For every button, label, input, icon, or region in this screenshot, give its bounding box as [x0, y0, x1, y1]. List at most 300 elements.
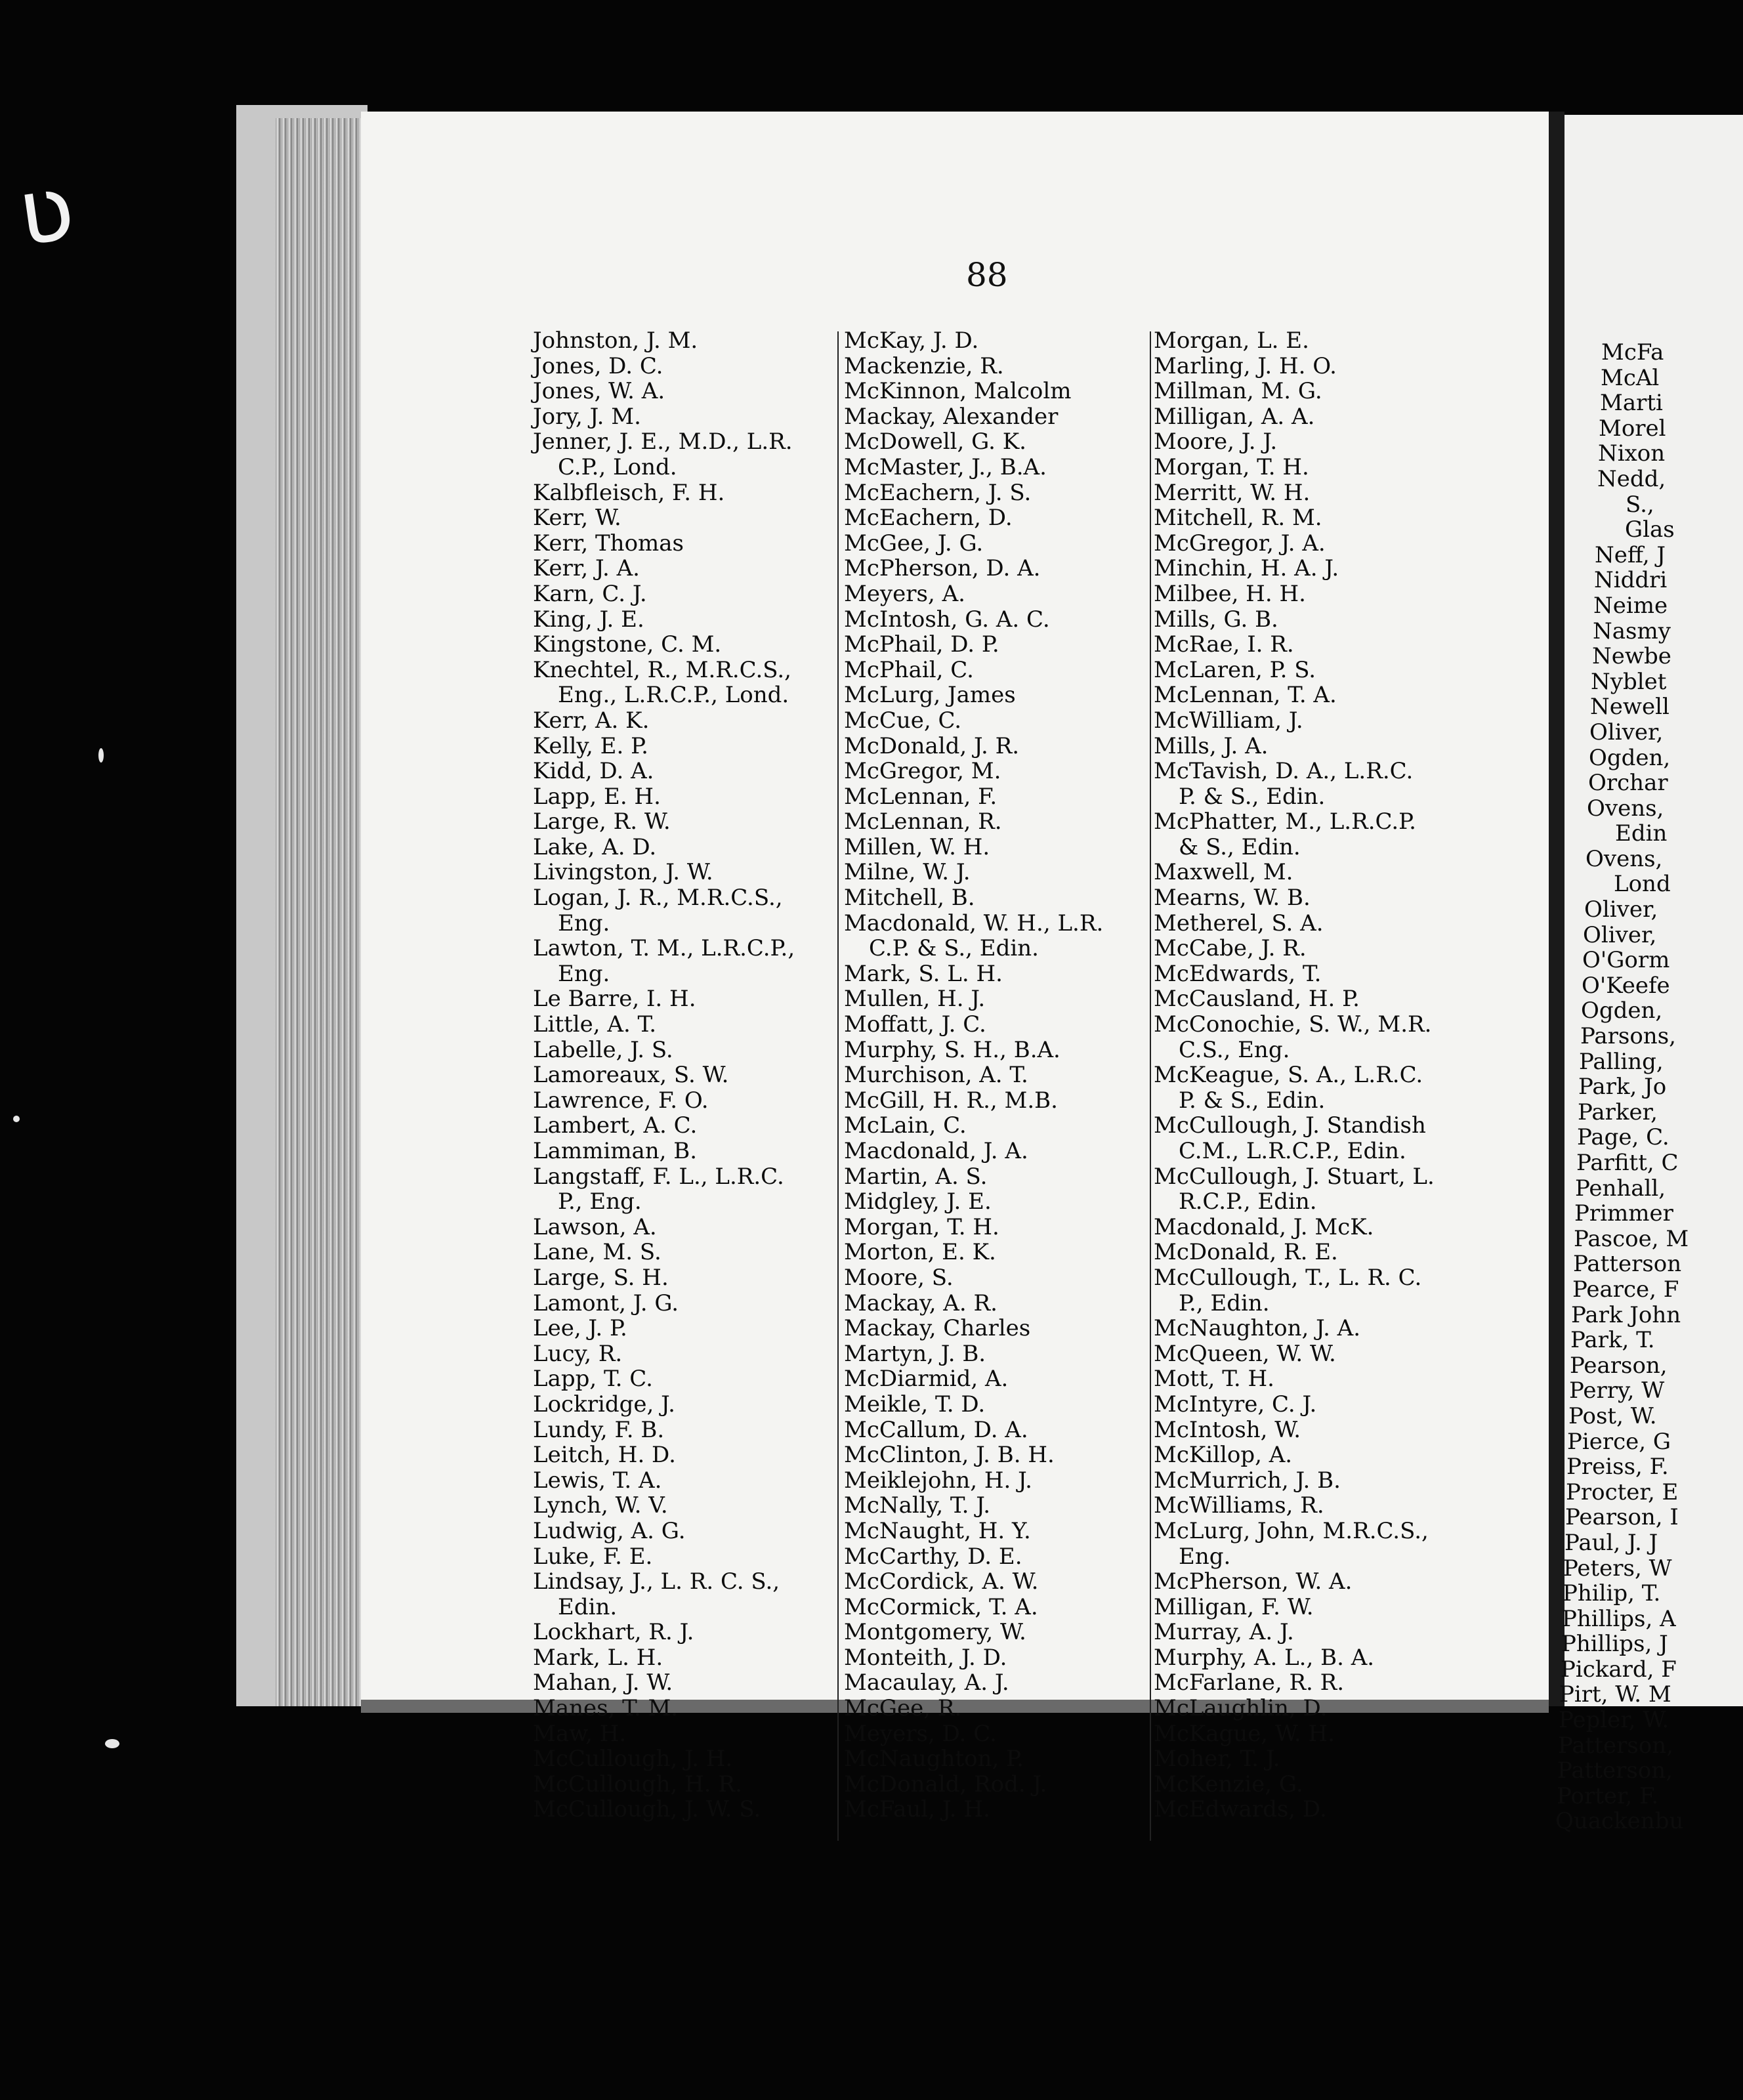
directory-entry: [844, 404, 1152, 430]
entry-name: Moore, J. J.: [1154, 429, 1278, 455]
entry-name: Milligan, A. A.: [1154, 403, 1315, 430]
right-page-entry: Pearson, I: [1565, 1504, 1679, 1531]
directory-entry: [844, 1772, 1152, 1797]
directory-entry: [844, 1746, 1152, 1772]
entry-name: McGill, H. R., M.B.: [844, 1087, 1058, 1114]
entry-name: Jory, J. M.: [533, 403, 641, 430]
entry-name: Lamoreaux, S. W.: [533, 1062, 729, 1089]
directory-entry: [1154, 404, 1469, 430]
directory-entry: [844, 835, 1152, 860]
directory-entry: [1154, 531, 1469, 556]
directory-entry: [533, 1291, 835, 1316]
directory-entry: [844, 1797, 1152, 1822]
directory-entry: [533, 1797, 835, 1822]
entry-name: Macaulay, A. J.: [844, 1670, 1009, 1696]
entry-name: McCallum, D. A.: [844, 1416, 1028, 1443]
right-page-entry: Ovens,: [1587, 795, 1664, 822]
entry-continuation: R.C.P., Edin.: [1179, 1188, 1317, 1215]
right-page-entry: Pickard, F: [1561, 1656, 1677, 1683]
directory-entry: [533, 429, 835, 480]
directory-entry: [844, 986, 1152, 1012]
entry-name: Morgan, T. H.: [1154, 453, 1309, 480]
entry-name: McPherson, W. A.: [1154, 1568, 1353, 1595]
entry-name: Macdonald, W. H., L.R.: [844, 910, 1104, 936]
directory-entry: [533, 1670, 835, 1696]
entry-name: Le Barre, I. H.: [533, 986, 696, 1013]
directory-entry: [844, 734, 1152, 759]
entry-name: Lawson, A.: [533, 1213, 657, 1240]
directory-entry: [844, 1721, 1152, 1747]
entry-name: McNaughton, P.: [844, 1746, 1024, 1773]
entry-name: McCausland, H. P.: [1154, 986, 1360, 1013]
directory-entry: [1154, 1772, 1469, 1797]
right-page-entry: Parsons,: [1580, 1023, 1676, 1050]
name-column-1: [533, 328, 835, 1822]
right-page-entry: Ovens,: [1586, 845, 1663, 872]
entry-continuation: C.P., Lond.: [558, 453, 677, 480]
directory-entry: [533, 581, 835, 607]
entry-name: McCullough, J. Standish: [1154, 1112, 1426, 1139]
entry-name: McKague, W. H.: [1154, 1720, 1335, 1747]
directory-entry: [844, 1062, 1152, 1088]
right-page-entry: Nyblet: [1591, 668, 1667, 695]
directory-entry: [844, 784, 1152, 810]
right-page-entry: McAl: [1601, 364, 1660, 391]
entry-name: McEdwards, D.: [1154, 1796, 1327, 1823]
directory-entry: [844, 1012, 1152, 1038]
entry-name: McDiarmid, A.: [844, 1366, 1009, 1393]
right-page-entry: Phillips, J: [1561, 1631, 1668, 1658]
directory-entry: [844, 1645, 1152, 1671]
directory-entry: [844, 1316, 1152, 1341]
right-page-entry: Primmer: [1574, 1200, 1673, 1227]
entry-name: McCullough, J. H.: [533, 1746, 733, 1773]
entry-name: McLaughlin, D.: [1154, 1695, 1328, 1722]
entry-name: Macdonald, J. McK.: [1154, 1213, 1374, 1240]
entry-name: McDonald, Rod. J.: [844, 1771, 1047, 1797]
entry-name: King, J. E.: [533, 606, 644, 633]
directory-entry: [533, 1772, 835, 1797]
entry-name: Millen, W. H.: [844, 833, 990, 860]
directory-entry: [533, 835, 835, 860]
entry-name: Meiklejohn, H. J.: [844, 1467, 1032, 1494]
entry-name: McNaughton, J. A.: [1154, 1315, 1361, 1342]
entry-name: Manes, T. M.: [533, 1695, 679, 1722]
directory-entry: [1154, 607, 1469, 633]
entry-continuation: P., Eng.: [558, 1188, 642, 1215]
entry-name: Mitchell, R. M.: [1154, 505, 1322, 532]
entry-name: Karn, C. J.: [533, 580, 647, 607]
directory-entry: [1154, 1215, 1469, 1240]
book-gutter: [1549, 112, 1564, 1706]
entry-name: Martyn, J. B.: [844, 1340, 986, 1367]
directory-entry: [1154, 961, 1469, 987]
directory-entry: [533, 1113, 835, 1139]
right-page-entry: O'Gorm: [1582, 947, 1670, 974]
entry-name: McFaul, J. H.: [844, 1796, 990, 1823]
directory-entry: [844, 860, 1152, 885]
entry-name: McMurrich, J. B.: [1154, 1467, 1341, 1494]
directory-entry: [533, 1746, 835, 1772]
directory-entry: [1154, 708, 1469, 734]
right-page-entry: Philip, T.: [1563, 1580, 1661, 1607]
entry-name: Large, S. H.: [533, 1264, 669, 1291]
film-speck: [105, 1739, 119, 1748]
entry-continuation: Eng.: [1179, 1543, 1231, 1570]
directory-entry: [533, 1341, 835, 1367]
directory-entry: [533, 1012, 835, 1038]
entry-name: Labelle, J. S.: [533, 1036, 673, 1063]
right-page-entry: Pearce, F: [1572, 1276, 1679, 1303]
entry-name: Langstaff, F. L., L.R.C.: [533, 1163, 784, 1190]
directory-entry: [533, 379, 835, 404]
right-page-entry: Pascoe, M: [1574, 1225, 1689, 1252]
directory-entry: [533, 1139, 835, 1164]
directory-entry: [844, 581, 1152, 607]
right-page-entry: Phillips, A: [1562, 1605, 1676, 1632]
directory-entry: [844, 885, 1152, 911]
entry-name: McNaught, H. Y.: [844, 1517, 1031, 1544]
right-page-entry: Park John: [1571, 1301, 1681, 1328]
directory-entry: [533, 1569, 835, 1620]
entry-name: McRae, I. R.: [1154, 631, 1294, 658]
directory-entry: [1154, 860, 1469, 885]
entry-name: Moore, S.: [844, 1264, 954, 1291]
directory-entry: [844, 379, 1152, 404]
directory-entry: [1154, 759, 1469, 809]
entry-name: McIntosh, W.: [1154, 1416, 1301, 1443]
directory-entry: [533, 1316, 835, 1341]
directory-entry: [533, 354, 835, 379]
entry-name: McNally, T. J.: [844, 1492, 991, 1519]
entry-name: Milligan, F. W.: [1154, 1593, 1314, 1620]
entry-name: Monteith, J. D.: [844, 1644, 1007, 1671]
directory-entry: [1154, 1062, 1469, 1113]
right-page-entry: Quackenbu: [1555, 1808, 1684, 1835]
right-page-entry: Newell: [1590, 694, 1670, 721]
right-page-entry: Ogden,: [1581, 998, 1663, 1024]
directory-entry: [844, 1418, 1152, 1443]
directory-entry: [844, 328, 1152, 354]
entry-name: Mahan, J. W.: [533, 1670, 673, 1696]
entry-name: Mackay, Charles: [844, 1315, 1031, 1342]
directory-entry: [844, 682, 1152, 708]
entry-name: Moher, T. J.: [1154, 1746, 1280, 1773]
entry-name: Kerr, W.: [533, 505, 621, 532]
directory-entry: [1154, 1240, 1469, 1265]
directory-entry: [844, 1544, 1152, 1570]
page-edges: [276, 118, 368, 1706]
entry-name: Mackenzie, R.: [844, 352, 1004, 379]
entry-name: Merritt, W. H.: [1154, 479, 1311, 506]
directory-entry: [1154, 734, 1469, 759]
directory-entry: [1154, 1569, 1469, 1595]
entry-name: Marling, J. H. O.: [1154, 352, 1337, 379]
entry-name: McIntyre, C. J.: [1154, 1391, 1317, 1418]
directory-entry: [844, 531, 1152, 556]
entry-name: Mackay, Alexander: [844, 403, 1059, 430]
directory-entry: [1154, 1595, 1469, 1620]
directory-entry: [533, 480, 835, 506]
name-column-2: [844, 328, 1152, 1822]
directory-entry: [844, 1291, 1152, 1316]
film-speck: [98, 748, 104, 763]
directory-entry: [533, 1493, 835, 1519]
entry-name: Martin, A. S.: [844, 1163, 988, 1190]
entry-name: Jones, W. A.: [533, 378, 665, 405]
directory-entry: [844, 708, 1152, 734]
directory-entry: [533, 1240, 835, 1265]
entry-name: Midgley, J. E.: [844, 1188, 992, 1215]
directory-entry: [533, 632, 835, 658]
entry-name: Kingstone, C. M.: [533, 631, 722, 658]
right-page-entry: Procter, E: [1566, 1479, 1679, 1505]
directory-entry: [1154, 658, 1469, 683]
entry-name: Maw, H.: [533, 1720, 627, 1747]
directory-entry: [1154, 505, 1469, 531]
entry-name: Jenner, J. E., M.D., L.R.: [533, 429, 793, 455]
right-page-entry: Park, T.: [1570, 1327, 1655, 1354]
entry-name: McTavish, D. A., L.R.C.: [1154, 758, 1414, 785]
directory-entry: [1154, 885, 1469, 911]
entry-continuation: C.P. & S., Edin.: [869, 935, 1039, 962]
entry-name: McDowell, G. K.: [844, 429, 1026, 455]
directory-entry: [1154, 1493, 1469, 1519]
entry-name: McDonald, R. E.: [1154, 1239, 1338, 1266]
directory-entry: [1154, 1746, 1469, 1772]
entry-name: Knechtel, R., M.R.C.S.,: [533, 656, 791, 683]
directory-entry: [1154, 1316, 1469, 1341]
name-column-3: [1154, 328, 1469, 1822]
directory-entry: [1154, 1620, 1469, 1645]
entry-name: Lawton, T. M., L.R.C.P.,: [533, 935, 795, 962]
directory-entry: [533, 1088, 835, 1114]
film-speck: [13, 1116, 20, 1122]
directory-entry: [844, 1620, 1152, 1645]
entry-name: Morton, E. K.: [844, 1239, 996, 1266]
right-page-entry: Parfitt, C: [1576, 1150, 1679, 1176]
directory-entry: [1154, 1696, 1469, 1721]
entry-name: McEachern, J. S.: [844, 479, 1032, 506]
directory-entry: [1154, 1721, 1469, 1747]
directory-entry: [533, 505, 835, 531]
directory-entry: [844, 1392, 1152, 1418]
directory-entry: [844, 961, 1152, 987]
entry-continuation: P. & S., Edin.: [1179, 1087, 1326, 1114]
directory-entry: [844, 1468, 1152, 1494]
entry-name: McEachern, D.: [844, 505, 1013, 532]
right-page-entry: Post, W.: [1568, 1402, 1657, 1429]
directory-entry: [844, 1696, 1152, 1721]
entry-name: McPherson, D. A.: [844, 555, 1041, 582]
entry-name: Livingston, J. W.: [533, 859, 713, 886]
directory-entry: [1154, 455, 1469, 480]
directory-entry: [533, 1265, 835, 1291]
right-page-entry: Neff, J: [1595, 541, 1666, 568]
directory-entry: [1154, 1341, 1469, 1367]
entry-continuation: Edin.: [558, 1593, 618, 1620]
directory-entry: [844, 632, 1152, 658]
directory-entry: [1154, 1265, 1469, 1316]
entry-continuation: P. & S., Edin.: [1179, 783, 1326, 810]
directory-entry: [533, 1062, 835, 1088]
entry-name: Lundy, F. B.: [533, 1416, 665, 1443]
entry-name: McWilliam, J.: [1154, 707, 1303, 734]
right-page-entry: Lond: [1614, 871, 1671, 898]
directory-entry: [533, 1418, 835, 1443]
right-page-entry: Glas: [1625, 516, 1675, 543]
right-page-entry: Patterson,: [1558, 1732, 1673, 1759]
directory-entry: [533, 1038, 835, 1063]
entry-name: Lapp, E. H.: [533, 783, 661, 810]
entry-name: McLurg, James: [844, 682, 1016, 709]
entry-name: Moffatt, J. C.: [844, 1011, 986, 1038]
directory-entry: [1154, 911, 1469, 936]
entry-name: Lucy, R.: [533, 1340, 623, 1367]
entry-name: McDonald, J. R.: [844, 732, 1020, 759]
right-page-entry: Peters, W: [1563, 1555, 1672, 1582]
entry-name: Lee, J. P.: [533, 1315, 627, 1342]
entry-continuation: Eng., L.R.C.P., Lond.: [558, 682, 789, 709]
entry-name: McKeague, S. A., L.R.C.: [1154, 1062, 1423, 1089]
right-page-entry: Morel: [1599, 415, 1666, 442]
entry-name: Kalbfleisch, F. H.: [533, 479, 725, 506]
entry-name: McKillop, A.: [1154, 1442, 1293, 1469]
directory-entry: [533, 986, 835, 1012]
directory-entry: [533, 1366, 835, 1392]
entry-name: Logan, J. R., M.R.C.S.,: [533, 885, 783, 912]
entry-name: McCormick, T. A.: [844, 1593, 1038, 1620]
entry-name: McLennan, T. A.: [1154, 682, 1337, 709]
directory-entry: [844, 429, 1152, 455]
entry-name: McIntosh, G. A. C.: [844, 606, 1050, 633]
right-page-entry: Niddri: [1594, 567, 1668, 594]
entry-name: Kerr, A. K.: [533, 707, 650, 734]
entry-name: Lapp, T. C.: [533, 1366, 653, 1393]
directory-entry: [1154, 1392, 1469, 1418]
directory-entry: [533, 708, 835, 734]
directory-entry: [1154, 1468, 1469, 1494]
entry-name: Morgan, L. E.: [1154, 327, 1309, 354]
entry-name: McEdwards, T.: [1154, 960, 1322, 987]
directory-entry: [844, 1113, 1152, 1139]
directory-entry: [844, 1569, 1152, 1595]
directory-entry: [533, 860, 835, 885]
right-page-entry: Oliver,: [1583, 921, 1657, 948]
right-page-entry: Edin: [1615, 820, 1668, 847]
right-page-entry: Ogden,: [1589, 744, 1671, 771]
right-page-entry: Parker,: [1578, 1099, 1658, 1125]
directory-entry: [1154, 1012, 1469, 1062]
entry-name: Johnston, J. M.: [533, 327, 698, 354]
entry-name: Lamont, J. G.: [533, 1290, 679, 1316]
entry-name: McLennan, F.: [844, 783, 998, 810]
entry-name: McQueen, W. W.: [1154, 1340, 1336, 1367]
directory-entry: [533, 1468, 835, 1494]
directory-entry: [844, 911, 1152, 961]
directory-entry: [844, 1493, 1152, 1519]
directory-entry: [844, 1366, 1152, 1392]
entry-name: Mills, G. B.: [1154, 606, 1278, 633]
entry-name: McCullough, J. Stuart, L.: [1154, 1163, 1435, 1190]
directory-entry: [1154, 682, 1469, 708]
entry-name: Meyers, A.: [844, 580, 965, 607]
margin-handwriting: ʋ: [11, 154, 81, 268]
entry-name: Mackay, A. R.: [844, 1290, 998, 1316]
right-page-entry: O'Keefe: [1582, 972, 1670, 999]
directory-entry: [844, 1038, 1152, 1063]
entry-name: Large, R. W.: [533, 808, 671, 835]
directory-entry: [1154, 1519, 1469, 1569]
entry-name: Macdonald, J. A.: [844, 1138, 1028, 1164]
directory-entry: [1154, 986, 1469, 1012]
right-page-entry: Pepler, W.: [1559, 1707, 1670, 1734]
entry-name: Murphy, A. L., B. A.: [1154, 1644, 1375, 1671]
directory-entry: [844, 1139, 1152, 1164]
entry-name: Milbee, H. H.: [1154, 580, 1306, 607]
directory-entry: [1154, 556, 1469, 581]
entry-name: Lambert, A. C.: [533, 1112, 698, 1139]
directory-entry: [844, 455, 1152, 480]
directory-entry: [1154, 1645, 1469, 1671]
entry-name: McCarthy, D. E.: [844, 1543, 1022, 1570]
entry-name: Mott, T. H.: [1154, 1366, 1274, 1393]
entry-name: Lammiman, B.: [533, 1138, 698, 1164]
right-page-entry: Page, C.: [1577, 1124, 1670, 1151]
entry-name: Millman, M. G.: [1154, 378, 1322, 405]
right-page-entry: Marti: [1600, 390, 1663, 417]
entry-name: Kelly, E. P.: [533, 732, 648, 759]
directory-entry: [533, 1215, 835, 1240]
directory-entry: [533, 734, 835, 759]
right-page-entry: Pirt, W. M: [1559, 1681, 1671, 1708]
right-page-entry: Perry, W: [1569, 1377, 1665, 1404]
directory-entry: [533, 784, 835, 810]
right-page-entry: Patterson: [1573, 1251, 1682, 1278]
entry-name: McGee, J. G.: [844, 530, 984, 556]
entry-name: Murray, A. J.: [1154, 1619, 1294, 1646]
directory-entry: [533, 531, 835, 556]
right-page-entry: Porter, F.: [1557, 1782, 1659, 1809]
entry-continuation: P., Edin.: [1179, 1290, 1270, 1316]
directory-entry: [533, 1620, 835, 1645]
directory-entry: [844, 505, 1152, 531]
right-page-entry: Palling,: [1579, 1048, 1664, 1075]
directory-entry: [533, 936, 835, 986]
right-page-entry: Newbe: [1592, 643, 1671, 670]
entry-name: McLennan, R.: [844, 808, 1002, 835]
right-page-entry: Penhall,: [1575, 1175, 1666, 1202]
directory-entry: [844, 1164, 1152, 1190]
entry-name: McConochie, S. W., M.R.: [1154, 1011, 1432, 1038]
right-page-entry: Neime: [1593, 592, 1668, 619]
entry-continuation: C.S., Eng.: [1179, 1036, 1290, 1063]
directory-entry: [533, 809, 835, 835]
entry-continuation: Eng.: [558, 910, 610, 936]
entry-name: McClinton, J. B. H.: [844, 1442, 1055, 1469]
entry-name: McCordick, A. W.: [844, 1568, 1039, 1595]
entry-name: Mark, L. H.: [533, 1644, 663, 1671]
right-page-entry: McFa: [1601, 339, 1664, 366]
entry-name: Morgan, T. H.: [844, 1213, 999, 1240]
right-page-entry: Nasmy: [1593, 618, 1671, 644]
right-page-names: [1555, 339, 1743, 1835]
entry-name: McKay, J. D.: [844, 327, 979, 354]
directory-entry: [533, 658, 835, 708]
entry-name: McFarlane, R. R.: [1154, 1670, 1345, 1696]
directory-entry: [1154, 1442, 1469, 1468]
entry-name: Mitchell, B.: [844, 885, 975, 912]
